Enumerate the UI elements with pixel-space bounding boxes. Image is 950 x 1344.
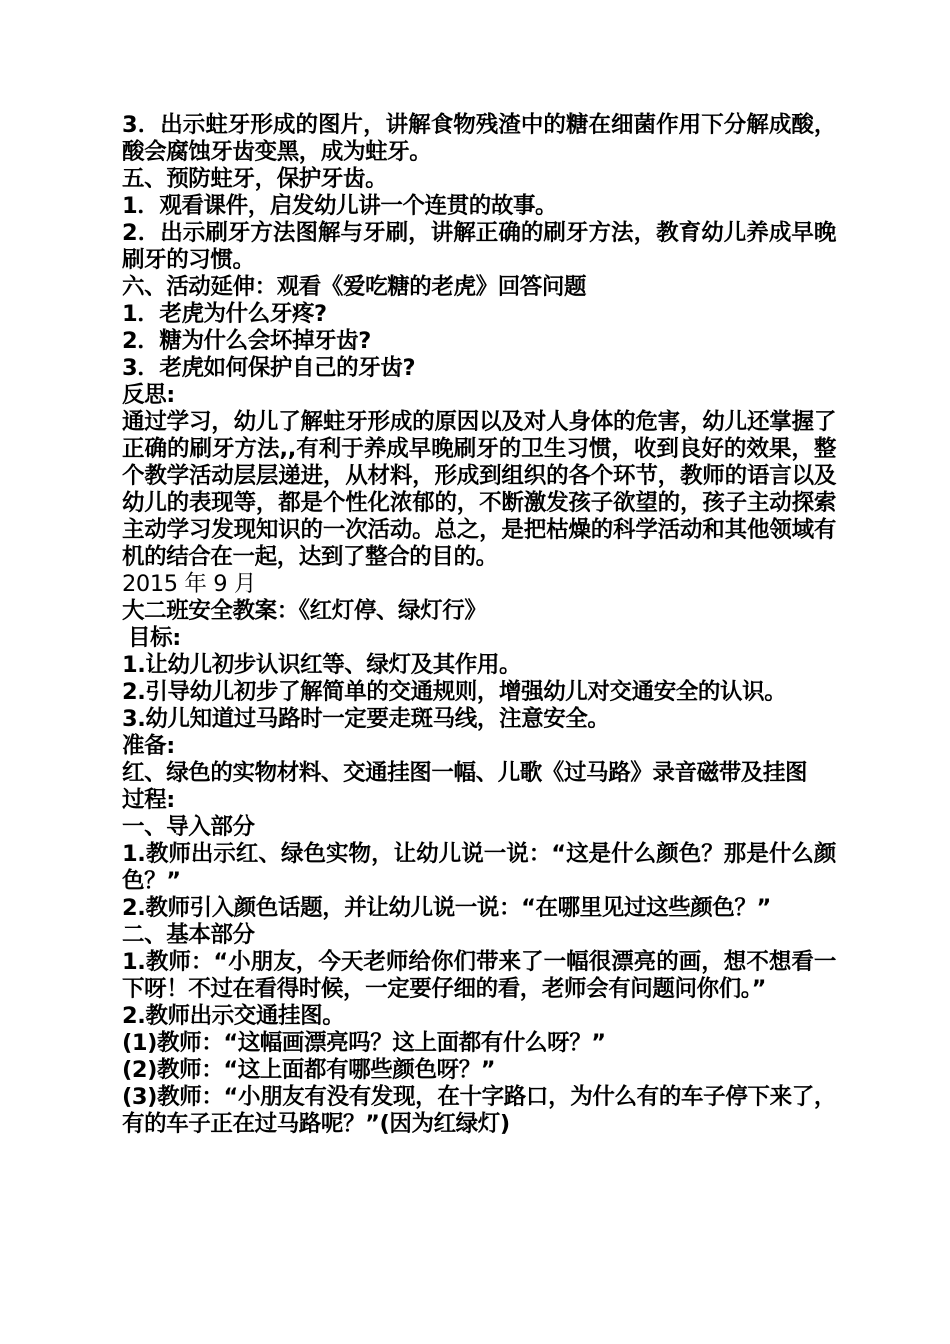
reflection-heading: 反思: xyxy=(122,382,175,408)
section-heading: 五、预防蛀牙，保护牙齿。 xyxy=(122,166,388,192)
section-heading: 一、导入部分 xyxy=(122,814,255,840)
list-item: 1.让幼儿初步认识红等、绿灯及其作用。 xyxy=(122,652,522,678)
document-page xyxy=(116,112,836,1138)
paragraph: 2．出示刷牙方法图解与牙刷，讲解正确的刷牙方法，教育幼儿养成早晚刷牙的习惯。 xyxy=(122,220,836,273)
paragraph: 1.教师：“小朋友，今天老师给你们带来了一幅很漂亮的画，想不想看一下呀！不过在看得时候，一定要仔细的看，老师会有问题问你们。” xyxy=(122,949,836,1002)
list-item: (1)教师：“这幅画漂亮吗？这上面都有什么呀？” xyxy=(122,1030,606,1056)
reflection-paragraph: 通过学习，幼儿了解蛀牙形成的原因以及对人身体的危害，幼儿还掌握了正确的刷牙方法,,有利于养成早晚刷牙的卫生习惯，收到良好的效果，整个教学活动层层递进，从材料，形成到组织的各个环节，教师的语言以及幼儿的表现等，都是个性化浓郁的，不断激发孩子欲望的，孩子主动探索主动学习发现知识的一次活动。总之，是把枯燥的科学活动和其他领域有机的结合在一起，达到了整合的目的。 xyxy=(122,409,836,570)
list-item: 1．老虎为什么牙疼? xyxy=(122,301,327,327)
prep-paragraph: 红、绿色的实物材料、交通挂图一幅、儿歌《过马路》录音磁带及挂图 xyxy=(122,760,808,786)
paragraph: 1.教师出示红、绿色实物，让幼儿说一说：“这是什么颜色？那是什么颜色？” xyxy=(122,841,836,894)
goals-heading: 目标: xyxy=(128,625,181,651)
section-heading: 六、活动延伸：观看《爱吃糖的老虎》回答问题 xyxy=(122,274,587,300)
lesson-title: 大二班安全教案：《红灯停、绿灯行》 xyxy=(122,598,487,624)
list-item: 2.教师引入颜色话题，并让幼儿说一说：“在哪里见过这些颜色？” xyxy=(122,895,771,921)
list-item: 2.引导幼儿初步了解简单的交通规则，增强幼儿对交通安全的认识。 xyxy=(122,679,787,705)
list-item: (2)教师：“这上面都有哪些颜色呀？” xyxy=(122,1057,496,1083)
paragraph: 3．出示蛀牙形成的图片，讲解食物残渣中的糖在细菌作用下分解成酸，酸会腐蚀牙齿变黑，成为蛀牙。 xyxy=(122,112,836,165)
process-heading: 过程: xyxy=(122,787,175,813)
list-item: 3．老虎如何保护自己的牙齿? xyxy=(122,355,416,381)
list-item: 2.教师出示交通挂图。 xyxy=(122,1003,345,1029)
list-item: 1．观看课件，启发幼儿讲一个连贯的故事。 xyxy=(122,193,558,219)
date-line: 2015 年 9 月 xyxy=(122,571,257,597)
prep-heading: 准备: xyxy=(122,733,175,759)
list-item: 3.幼儿知道过马路时一定要走斑马线，注意安全。 xyxy=(122,706,610,732)
paragraph: (3)教师：“小朋友有没有发现，在十字路口，为什么有的车子停下来了，有的车子正在过马路呢？”(因为红绿灯) xyxy=(122,1084,836,1137)
section-heading: 二、基本部分 xyxy=(122,922,255,948)
list-item: 2．糖为什么会坏掉牙齿? xyxy=(122,328,371,354)
